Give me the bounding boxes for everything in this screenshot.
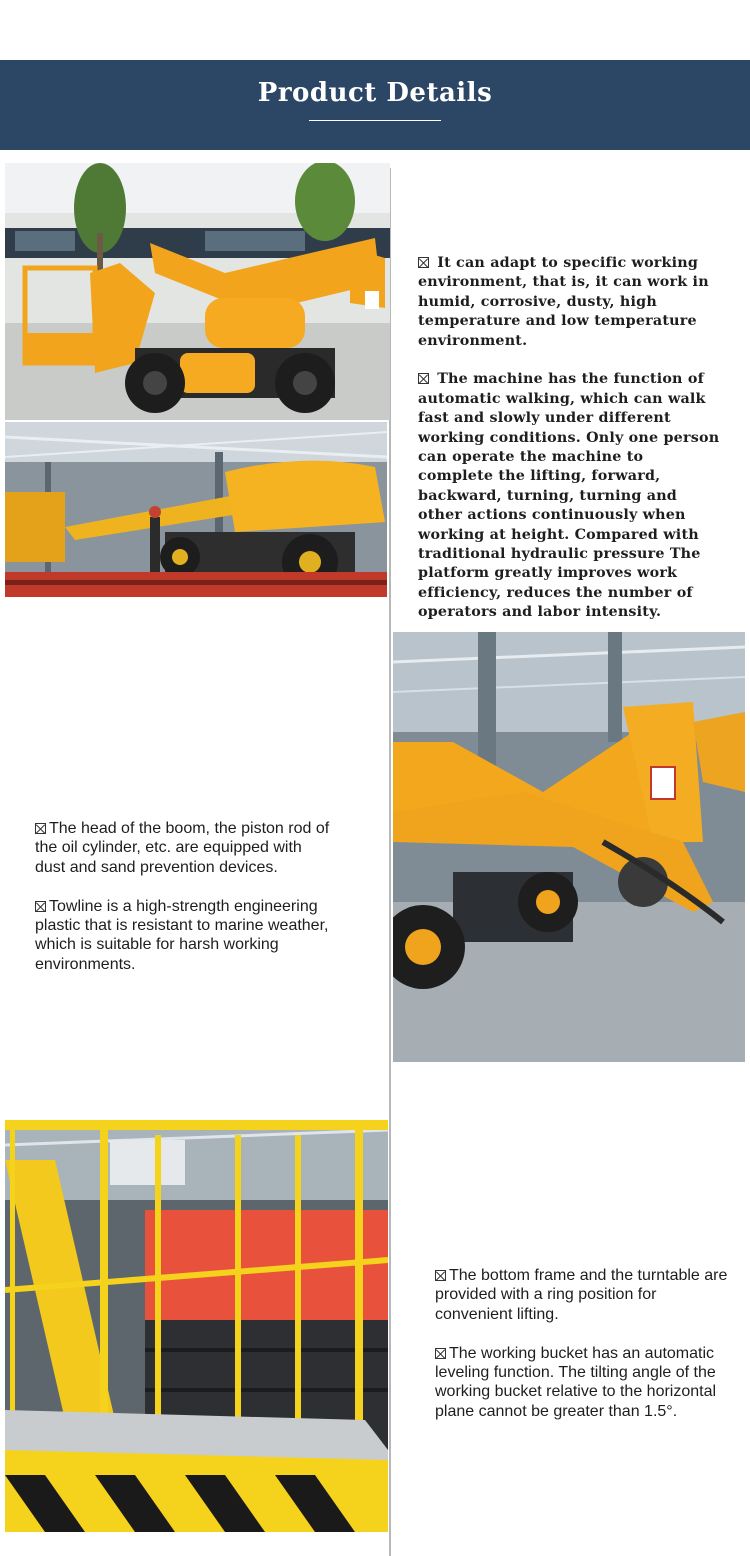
page-title: Product Details xyxy=(257,78,493,108)
crossed-box-icon xyxy=(435,1348,446,1359)
boom-arm-closeup-photo xyxy=(393,632,745,1062)
crossed-box-icon xyxy=(418,257,429,268)
feature-paragraph: The machine has the function of automatic walking, which can walk fast and slowly under different working conditions. Only one person can operate the machine to complete the lifting, forward, backward, turning, turning and other actions continuously when working at height. Compared with traditional hydraulic pressure The platform greatly improves work efficiency, reduces the number of operators and labor intensity. xyxy=(418,371,720,621)
crossed-box-icon xyxy=(35,901,46,912)
boom-lift-outdoor-photo xyxy=(5,163,390,420)
feature-paragraph: The working bucket has an automatic leveling function. The tilting angle of the working bucket relative to the horizontal plane cannot be greater than 1.5°. xyxy=(435,1344,717,1420)
section-2-text xyxy=(35,819,335,994)
section-3-text xyxy=(435,1266,735,1441)
feature-paragraph: It can adapt to specific working environment, that is, it can work in humid, corrosive, dusty, high temperature and low temperature environment. xyxy=(418,255,709,349)
crossed-box-icon xyxy=(435,1270,446,1281)
section-1-text xyxy=(418,254,723,642)
boom-lift-factory-photo xyxy=(5,422,387,597)
crossed-box-icon xyxy=(418,373,429,384)
feature-paragraph: The bottom frame and the turntable are provided with a ring position for convenient lifting. xyxy=(435,1267,728,1323)
working-bucket-photo xyxy=(5,1120,388,1532)
feature-paragraph: Towline is a high-strength engineering plastic that is resistant to marine weather, which is suitable for harsh working environments. xyxy=(35,897,329,973)
page-header xyxy=(0,60,750,150)
crossed-box-icon xyxy=(35,823,46,834)
feature-paragraph: The head of the boom, the piston rod of the oil cylinder, etc. are equipped with dust and sand prevention devices. xyxy=(35,820,330,876)
title-underline xyxy=(309,120,441,121)
